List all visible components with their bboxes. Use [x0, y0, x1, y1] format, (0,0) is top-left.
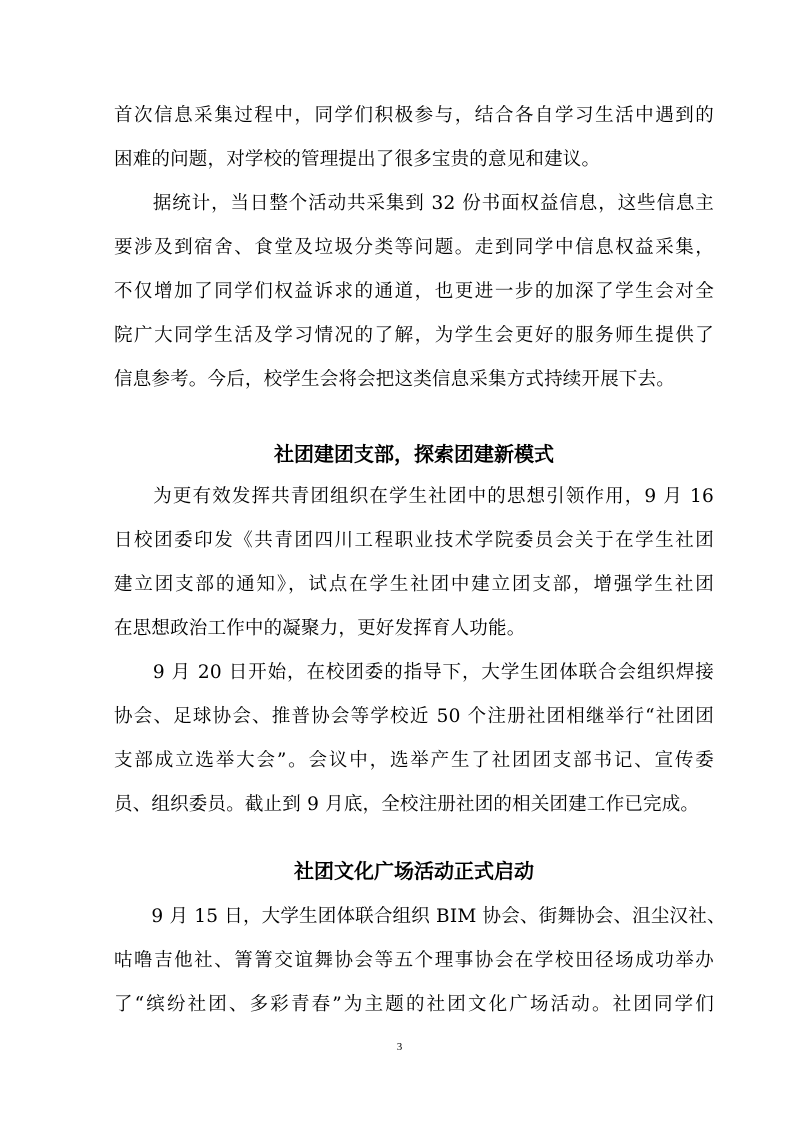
text-line: 不仅增加了同学们权益诉求的通道，也更进一步的加深了学生会对全 [114, 281, 714, 302]
text-line: 了“缤纷社团、多彩青春”为主题的社团文化广场活动。社团同学们 [114, 994, 714, 1015]
text-line: 协会、足球协会、推普协会等学校近 50 个注册社团相继举行“社团团 [114, 706, 714, 727]
text-line: 咕噜吉他社、箐箐交谊舞协会等五个理事协会在学校田径场成功举办 [114, 950, 714, 971]
page-number: 3 [396, 1041, 403, 1053]
text-line: 首次信息采集过程中，同学们积极参与，结合各自学习生活中遇到的 [114, 105, 714, 126]
text-line: 院广大同学生活及学习情况的了解，为学生会更好的服务师生提供了 [114, 325, 714, 346]
text-line: 9 月 15 日，大学生团体联合组织 BIM 协会、街舞协会、沮尘汉社、 [114, 906, 726, 927]
text-line: 要涉及到宿舍、食堂及垃圾分类等问题。走到同学中信息权益采集， [114, 237, 714, 258]
text-line: 信息参考。今后，校学生会将会把这类信息采集方式持续开展下去。 [114, 369, 676, 390]
text-line: 9 月 20 日开始，在校团委的指导下，大学生团体联合会组织焊接 [114, 662, 714, 683]
text-line: 建立团支部的通知》，试点在学生社团中建立团支部，增强学生社团 [114, 574, 714, 595]
text-line: 在思想政治工作中的凝聚力，更好发挥育人功能。 [114, 618, 526, 639]
section-heading: 社团建团支部，探索团建新模式 [274, 442, 554, 466]
text-line: 日校团委印发《共青团四川工程职业技术学院委员会关于在学生社团 [114, 530, 714, 551]
text-line: 困难的问题，对学校的管理提出了很多宝贵的意见和建议。 [114, 149, 601, 170]
text-line: 支部成立选举大会”。会议中，选举产生了社团团支部书记、宣传委 [114, 750, 714, 771]
text-line: 为更有效发挥共青团组织在学生社团中的思想引领作用，9 月 16 [114, 486, 714, 507]
text-line: 据统计，当日整个活动共采集到 32 份书面权益信息，这些信息主 [114, 193, 714, 214]
section-heading: 社团文化广场活动正式启动 [294, 859, 534, 883]
text-line: 员、组织委员。截止到 9 月底，全校注册社团的相关团建工作已完成。 [114, 794, 700, 815]
